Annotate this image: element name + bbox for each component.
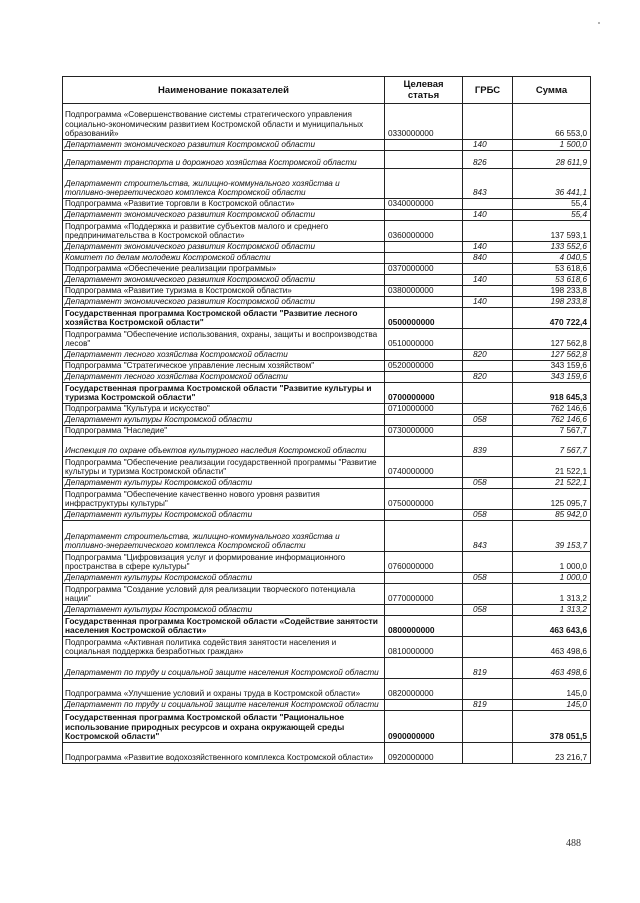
row-grbs xyxy=(463,616,513,637)
row-sum: 1 000,0 xyxy=(513,573,591,584)
row-sum: 133 552,6 xyxy=(513,242,591,253)
row-name: Департамент экономического развития Костромской области xyxy=(63,210,385,221)
subprogram-row xyxy=(63,404,591,415)
row-target-article xyxy=(385,140,463,151)
header-grbs: ГРБС xyxy=(463,77,513,104)
row-name: Департамент строительства, жилищно-коммунального хозяйства и топливно-энергетического комплекса Костромской области xyxy=(63,521,385,552)
row-target-article: 0360000000 xyxy=(385,221,463,242)
row-grbs xyxy=(463,404,513,415)
row-grbs xyxy=(463,743,513,764)
row-target-article: 0740000000 xyxy=(385,457,463,478)
program-row xyxy=(63,308,591,329)
row-name: Департамент культуры Костромской области xyxy=(63,415,385,426)
row-target-article: 0700000000 xyxy=(385,383,463,404)
department-row xyxy=(63,169,591,199)
subprogram-row xyxy=(63,637,591,658)
row-sum: 198 233,8 xyxy=(513,286,591,297)
row-name: Департамент экономического развития Костромской области xyxy=(63,297,385,308)
subprogram-row xyxy=(63,264,591,275)
row-name: Департамент по труду и социальной защите населения Костромской области xyxy=(63,700,385,711)
row-name: Департамент экономического развития Костромской области xyxy=(63,140,385,151)
row-name: Подпрограмма «Поддержка и развитие субъектов малого и среднего предпринимательства в Костромской области» xyxy=(63,221,385,242)
row-sum: 198 233,8 xyxy=(513,297,591,308)
row-grbs: 819 xyxy=(463,700,513,711)
row-name: Подпрограмма «Развитие торговли в Костромской области» xyxy=(63,199,385,210)
row-grbs xyxy=(463,637,513,658)
row-grbs xyxy=(463,711,513,743)
row-target-article xyxy=(385,573,463,584)
row-grbs xyxy=(463,457,513,478)
row-grbs: 058 xyxy=(463,573,513,584)
subprogram-row xyxy=(63,221,591,242)
department-row xyxy=(63,275,591,286)
row-name: Подпрограмма «Активная политика содействия занятости населения и социальная поддержка безработных граждан» xyxy=(63,637,385,658)
row-grbs xyxy=(463,552,513,573)
row-sum: 918 645,3 xyxy=(513,383,591,404)
row-name: Государственная программа Костромской области "Рациональное использование природных ресурсов и охрана окружающей среды Костромской области" xyxy=(63,711,385,743)
row-grbs: 140 xyxy=(463,242,513,253)
row-target-article: 0520000000 xyxy=(385,361,463,372)
department-row xyxy=(63,210,591,221)
row-sum: 762 146,6 xyxy=(513,404,591,415)
row-grbs: 820 xyxy=(463,372,513,383)
subprogram-row xyxy=(63,584,591,605)
row-sum: 137 593,1 xyxy=(513,221,591,242)
page-number: 488 xyxy=(566,838,581,849)
row-grbs: 140 xyxy=(463,140,513,151)
row-sum: 66 553,0 xyxy=(513,104,591,140)
row-target-article xyxy=(385,478,463,489)
department-row xyxy=(63,415,591,426)
row-sum: 145,0 xyxy=(513,700,591,711)
row-grbs xyxy=(463,679,513,700)
subprogram-row xyxy=(63,457,591,478)
row-sum: 7 567,7 xyxy=(513,426,591,437)
row-target-article: 0340000000 xyxy=(385,199,463,210)
subprogram-row xyxy=(63,426,591,437)
row-name: Подпрограмма «Совершенствование системы стратегического управления социально-экономическим развитием Костромской области и муниципальных образований» xyxy=(63,104,385,140)
row-grbs xyxy=(463,221,513,242)
row-name: Департамент лесного хозяйства Костромской области xyxy=(63,372,385,383)
subprogram-row xyxy=(63,679,591,700)
row-target-article xyxy=(385,437,463,457)
row-sum: 378 051,5 xyxy=(513,711,591,743)
subprogram-row xyxy=(63,286,591,297)
row-target-article xyxy=(385,510,463,521)
row-target-article: 0810000000 xyxy=(385,637,463,658)
row-name: Департамент экономического развития Костромской области xyxy=(63,242,385,253)
row-sum: 53 618,6 xyxy=(513,264,591,275)
row-sum: 463 498,6 xyxy=(513,658,591,679)
department-row xyxy=(63,573,591,584)
row-name: Департамент культуры Костромской области xyxy=(63,478,385,489)
row-sum: 127 562,8 xyxy=(513,329,591,350)
row-grbs: 819 xyxy=(463,658,513,679)
row-name: Подпрограмма «Обеспечение реализации программы» xyxy=(63,264,385,275)
program-row xyxy=(63,616,591,637)
row-grbs xyxy=(463,426,513,437)
row-sum: 1 500,0 xyxy=(513,140,591,151)
row-sum: 145,0 xyxy=(513,679,591,700)
row-name: Подпрограмма "Создание условий для реализации творческого потенциала нации" xyxy=(63,584,385,605)
row-name: Подпрограмма «Улучшение условий и охраны труда в Костромской области» xyxy=(63,679,385,700)
row-target-article: 0370000000 xyxy=(385,264,463,275)
department-row xyxy=(63,350,591,361)
row-target-article xyxy=(385,210,463,221)
row-sum: 463 498,6 xyxy=(513,637,591,658)
row-target-article xyxy=(385,372,463,383)
scan-speck xyxy=(598,22,600,24)
program-row xyxy=(63,383,591,404)
row-sum: 1 313,2 xyxy=(513,605,591,616)
row-sum: 470 722,4 xyxy=(513,308,591,329)
row-sum: 1 000,0 xyxy=(513,552,591,573)
subprogram-row xyxy=(63,329,591,350)
row-name: Подпрограмма "Обеспечение качественно нового уровня развития инфраструктуры культуры" xyxy=(63,489,385,510)
header-name: Наименование показателей xyxy=(63,77,385,104)
department-row xyxy=(63,478,591,489)
row-name: Департамент строительства, жилищно-коммунального хозяйства и топливно-энергетического комплекса Костромской области xyxy=(63,169,385,199)
row-name: Департамент транспорта и дорожного хозяйства Костромской области xyxy=(63,151,385,169)
row-target-article: 0510000000 xyxy=(385,329,463,350)
row-grbs xyxy=(463,199,513,210)
row-sum: 39 153,7 xyxy=(513,521,591,552)
row-target-article: 0770000000 xyxy=(385,584,463,605)
row-target-article: 0920000000 xyxy=(385,743,463,764)
row-name: Государственная программа Костромской области «Содействие занятости населения Костромской области» xyxy=(63,616,385,637)
department-row xyxy=(63,510,591,521)
row-grbs: 058 xyxy=(463,478,513,489)
row-name: Государственная программа Костромской области "Развитие лесного хозяйства Костромской области" xyxy=(63,308,385,329)
row-grbs: 843 xyxy=(463,169,513,199)
row-name: Подпрограмма "Обеспечение использования, охраны, защиты и воспроизводства лесов" xyxy=(63,329,385,350)
row-name: Комитет по делам молодежи Костромской области xyxy=(63,253,385,264)
subprogram-row xyxy=(63,743,591,764)
row-sum: 55,4 xyxy=(513,210,591,221)
row-name: Подпрограмма "Культура и искусство" xyxy=(63,404,385,415)
row-target-article: 0500000000 xyxy=(385,308,463,329)
row-grbs: 840 xyxy=(463,253,513,264)
row-target-article xyxy=(385,350,463,361)
department-row xyxy=(63,253,591,264)
department-row xyxy=(63,151,591,169)
row-grbs: 839 xyxy=(463,437,513,457)
department-row xyxy=(63,605,591,616)
row-grbs: 058 xyxy=(463,605,513,616)
department-row xyxy=(63,521,591,552)
row-sum: 463 643,6 xyxy=(513,616,591,637)
row-name: Инспекция по охране объектов культурного наследия Костромской области xyxy=(63,437,385,457)
row-name: Подпрограмма "Наследие" xyxy=(63,426,385,437)
table-body xyxy=(63,104,591,764)
row-grbs: 058 xyxy=(463,510,513,521)
row-target-article xyxy=(385,253,463,264)
row-target-article: 0800000000 xyxy=(385,616,463,637)
row-grbs xyxy=(463,329,513,350)
row-grbs: 140 xyxy=(463,275,513,286)
row-sum: 55,4 xyxy=(513,199,591,210)
row-name: Подпрограмма "Обеспечение реализации государственной программы "Развитие культуры и туризма Костромской области" xyxy=(63,457,385,478)
row-name: Подпрограмма "Цифровизация услуг и формирование информационного пространства в сфере культуры" xyxy=(63,552,385,573)
department-row xyxy=(63,242,591,253)
row-name: Государственная программа Костромской области "Развитие культуры и туризма Костромской области" xyxy=(63,383,385,404)
row-name: Подпрограмма «Развитие водохозяйственного комплекса Костромской области» xyxy=(63,743,385,764)
row-grbs xyxy=(463,264,513,275)
row-target-article: 0730000000 xyxy=(385,426,463,437)
row-sum: 21 522,1 xyxy=(513,457,591,478)
row-grbs xyxy=(463,489,513,510)
header-target-article: Целевая статья xyxy=(385,77,463,104)
department-row xyxy=(63,372,591,383)
row-name: Департамент культуры Костромской области xyxy=(63,573,385,584)
row-sum: 4 040,5 xyxy=(513,253,591,264)
row-target-article: 0900000000 xyxy=(385,711,463,743)
row-target-article: 0380000000 xyxy=(385,286,463,297)
row-grbs xyxy=(463,361,513,372)
row-target-article xyxy=(385,242,463,253)
row-name: Департамент культуры Костромской области xyxy=(63,605,385,616)
subprogram-row xyxy=(63,552,591,573)
budget-table xyxy=(62,76,591,764)
subprogram-row xyxy=(63,361,591,372)
row-target-article xyxy=(385,415,463,426)
row-grbs xyxy=(463,308,513,329)
row-grbs: 140 xyxy=(463,297,513,308)
row-sum: 23 216,7 xyxy=(513,743,591,764)
row-target-article: 0710000000 xyxy=(385,404,463,415)
department-row xyxy=(63,700,591,711)
row-grbs: 058 xyxy=(463,415,513,426)
row-target-article xyxy=(385,605,463,616)
subprogram-row xyxy=(63,489,591,510)
row-grbs xyxy=(463,383,513,404)
row-grbs: 843 xyxy=(463,521,513,552)
row-sum: 1 313,2 xyxy=(513,584,591,605)
row-grbs xyxy=(463,104,513,140)
row-sum: 85 942,0 xyxy=(513,510,591,521)
row-grbs xyxy=(463,286,513,297)
row-grbs xyxy=(463,584,513,605)
row-target-article xyxy=(385,658,463,679)
row-name: Подпрограмма «Развитие туризма в Костромской области» xyxy=(63,286,385,297)
row-name: Департамент по труду и социальной защите населения Костромской области xyxy=(63,658,385,679)
row-sum: 762 146,6 xyxy=(513,415,591,426)
row-sum: 53 618,6 xyxy=(513,275,591,286)
row-sum: 28 611,9 xyxy=(513,151,591,169)
header-sum: Сумма xyxy=(513,77,591,104)
row-target-article: 0330000000 xyxy=(385,104,463,140)
department-row xyxy=(63,658,591,679)
row-target-article xyxy=(385,521,463,552)
row-name: Департамент лесного хозяйства Костромской области xyxy=(63,350,385,361)
department-row xyxy=(63,297,591,308)
row-sum: 127 562,8 xyxy=(513,350,591,361)
row-target-article: 0750000000 xyxy=(385,489,463,510)
row-sum: 7 567,7 xyxy=(513,437,591,457)
table-header-row xyxy=(63,77,591,104)
row-target-article: 0760000000 xyxy=(385,552,463,573)
row-sum: 343 159,6 xyxy=(513,361,591,372)
subprogram-row xyxy=(63,104,591,140)
row-sum: 125 095,7 xyxy=(513,489,591,510)
row-name: Департамент экономического развития Костромской области xyxy=(63,275,385,286)
row-name: Департамент культуры Костромской области xyxy=(63,510,385,521)
subprogram-row xyxy=(63,199,591,210)
row-grbs: 140 xyxy=(463,210,513,221)
row-grbs: 826 xyxy=(463,151,513,169)
row-target-article xyxy=(385,169,463,199)
row-sum: 36 441,1 xyxy=(513,169,591,199)
row-target-article xyxy=(385,275,463,286)
row-sum: 21 522,1 xyxy=(513,478,591,489)
department-row xyxy=(63,140,591,151)
row-target-article xyxy=(385,297,463,308)
row-target-article: 0820000000 xyxy=(385,679,463,700)
row-name: Подпрограмма "Стратегическое управление лесным хозяйством" xyxy=(63,361,385,372)
row-grbs: 820 xyxy=(463,350,513,361)
row-sum: 343 159,6 xyxy=(513,372,591,383)
department-row xyxy=(63,437,591,457)
row-target-article xyxy=(385,151,463,169)
program-row xyxy=(63,711,591,743)
row-target-article xyxy=(385,700,463,711)
